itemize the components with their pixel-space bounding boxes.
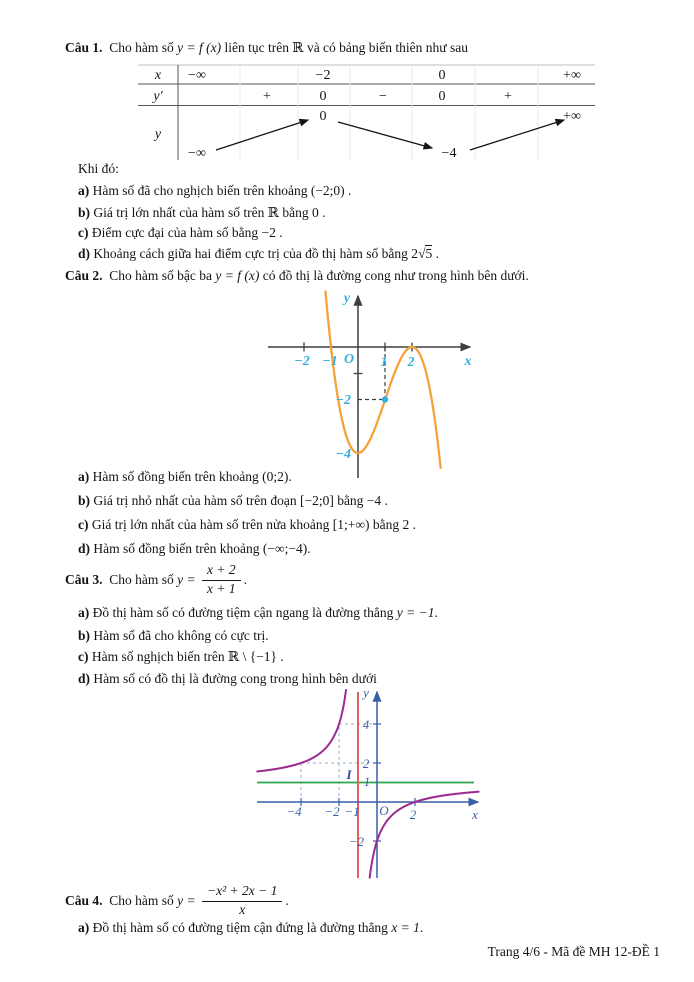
text-segment: Cho hàm số bậc ba	[102, 268, 216, 283]
hyperbola-left-branch	[257, 690, 346, 772]
q3-statement-b	[78, 628, 269, 645]
bbt-row-label-yprime: y′	[153, 89, 163, 104]
bbt-x-value: −∞	[188, 68, 206, 83]
bbt-sign: 0	[438, 89, 446, 104]
q3-title-pre	[65, 572, 199, 587]
text-segment: c)	[78, 517, 89, 532]
q3-statement-a	[78, 605, 438, 622]
bbt-y-limit: −∞	[188, 146, 206, 161]
text-segment: .	[432, 246, 439, 261]
text-segment: Điểm cực đại của hàm số bằng −2 .	[88, 225, 283, 240]
x-tick-label: −1	[344, 804, 360, 819]
y-tick-label: −4	[335, 447, 351, 462]
text-segment: b)	[78, 205, 91, 220]
text-segment: b)	[78, 628, 91, 643]
text-segment: 5	[425, 246, 433, 261]
bbt-sign: +	[263, 89, 271, 104]
text-segment: y = f (x)	[215, 268, 260, 283]
text-segment: b)	[78, 493, 91, 508]
marked-point	[382, 396, 388, 402]
x-tick-label: −2	[324, 804, 340, 819]
text-segment: Đồ thị hàm số có đường tiệm cận ngang là đường thẳng	[89, 605, 397, 620]
text-segment: .	[434, 605, 438, 620]
text-segment: c)	[78, 649, 89, 664]
q4-title-post	[285, 893, 288, 908]
center-label: I	[346, 767, 352, 782]
bbt-sign: −	[379, 89, 387, 104]
q2-statement-d	[78, 541, 311, 558]
q2-title	[65, 268, 529, 285]
text-segment: Cho hàm số	[102, 892, 178, 908]
text-segment: d)	[78, 671, 91, 686]
origin-label: O	[343, 352, 355, 367]
q4-fraction	[199, 883, 285, 919]
text-segment: Giá trị lớn nhất của hàm số trên ℝ bằng 0 .	[90, 205, 326, 220]
text-segment: √	[418, 246, 426, 261]
q2-statement-a	[78, 469, 292, 486]
text-segment: Đồ thị hàm số có đường tiệm cận đứng là đường thẳng	[89, 920, 392, 935]
text-segment: d)	[78, 541, 91, 556]
text-segment: Giá trị nhỏ nhất của hàm số trên đoạn [−2;0] bằng −4 .	[90, 493, 388, 508]
x-tick-label: 2	[407, 355, 415, 370]
q3-title-post	[244, 572, 247, 587]
origin-label: O	[379, 803, 389, 818]
q3-statement-c	[78, 649, 284, 666]
text-segment: x = 1	[391, 920, 420, 935]
x-axis-label: x	[472, 807, 478, 822]
text-segment: Hàm số đồng biến trên khoảng (−∞;−4).	[90, 541, 311, 556]
q1-variation-table	[138, 62, 598, 161]
bbt-y-limit: +∞	[563, 109, 581, 124]
text-segment: Câu 2.	[65, 268, 103, 283]
x-tick-label: −2	[294, 354, 310, 369]
bbt-sign: 0	[319, 89, 327, 104]
text-segment: Giá trị lớn nhất của hàm số trên nửa khoảng [1;+∞) bằng 2 .	[88, 517, 416, 532]
x-tick-label: 2	[409, 807, 417, 822]
x-tick-label: −4	[286, 804, 302, 819]
text-segment: c)	[78, 225, 89, 240]
text-segment: liên tục trên ℝ và có bảng biến thiên như sau	[221, 40, 468, 55]
y-tick-label: 1	[363, 774, 371, 789]
text-segment: y = −1	[396, 605, 435, 620]
text-segment: Câu 3.	[65, 571, 103, 587]
text-segment: .	[243, 571, 247, 587]
text-segment: .	[285, 892, 289, 908]
text-segment: Hàm số đã cho nghịch biến trên khoảng (−2;0) .	[89, 183, 352, 198]
x-axis-label: x	[464, 354, 472, 369]
text-segment: y =	[177, 892, 200, 908]
bbt-x-value: +∞	[563, 68, 581, 83]
q2-cubic-graph	[262, 286, 480, 482]
bbt-column-gridlines	[240, 65, 538, 160]
text-segment: .	[419, 920, 424, 935]
bbt-row-label-x: x	[154, 68, 162, 83]
text-segment: d)	[78, 246, 91, 261]
bbt-x-value: 0	[438, 68, 446, 83]
q2-statement-c	[78, 517, 416, 534]
page-footer: Trang 4/6 - Mã đề MH 12-ĐỀ 1	[487, 944, 660, 959]
y-tick-label: −2	[335, 393, 351, 408]
q3-hyperbola-graph	[253, 682, 485, 880]
text-segment: Hàm số đồng biến trên khoảng (0;2).	[89, 469, 292, 484]
cubic-curve	[326, 291, 441, 468]
bbt-x-value: −2	[315, 68, 331, 83]
text-segment: Khoảng cách giữa hai điểm cực trị của đồ thị hàm số bằng 2	[90, 246, 419, 261]
text-segment: a)	[78, 605, 90, 620]
q1-statement-a	[78, 183, 351, 200]
text-segment: Câu 1.	[65, 40, 103, 55]
fraction-denominator: x	[239, 901, 246, 917]
fraction-numerator: −x² + 2x − 1	[202, 883, 282, 902]
x-tick-label: −1	[322, 354, 338, 369]
q3-fraction	[199, 562, 244, 598]
text-segment: Cho hàm số	[102, 40, 178, 55]
q4-title	[65, 884, 289, 920]
fraction-denominator: x + 1	[207, 580, 236, 596]
q2-statement-b	[78, 493, 388, 510]
y-tick-label: −2	[348, 834, 364, 849]
text-segment: Hàm số đã cho không có cực trị.	[90, 628, 269, 643]
text-segment: Cho hàm số	[102, 571, 178, 587]
q4-title-pre	[65, 893, 199, 908]
q1-statement-b	[78, 205, 325, 222]
text-segment: a)	[78, 183, 90, 198]
y-axis-label: y	[363, 685, 369, 700]
bbt-trend-arrows	[216, 120, 564, 150]
text-segment: có đồ thị là đường cong như trong hình bên dưới.	[259, 268, 529, 283]
bbt-row-label-y: y	[154, 127, 162, 142]
q1-intro: Khi đó:	[78, 161, 119, 176]
bbt-y-max: 0	[319, 109, 327, 124]
q1-statement-d	[78, 246, 439, 263]
x-tick-label: 1	[380, 355, 388, 370]
bbt-sign: +	[504, 89, 512, 104]
q4-statement-a	[78, 920, 423, 937]
text-segment: Hàm số có đồ thị là đường cong trong hình bên dưới	[90, 671, 377, 686]
bbt-y-min: −4	[441, 146, 457, 161]
y-axis-label: y	[343, 291, 351, 306]
text-segment: Hàm số nghịch biến trên ℝ \ {−1} .	[88, 649, 284, 664]
text-segment: y = f (x)	[177, 40, 222, 55]
text-segment: a)	[78, 920, 90, 935]
y-tick-label: 4	[362, 717, 370, 732]
y-tick-label: 2	[362, 756, 370, 771]
text-segment: a)	[78, 469, 90, 484]
q3-title	[65, 563, 247, 599]
q1-statement-c	[78, 225, 283, 242]
text-segment: y =	[177, 571, 200, 587]
q1-title	[65, 40, 468, 57]
text-segment: Câu 4.	[65, 892, 103, 908]
fraction-numerator: x + 2	[202, 562, 241, 581]
